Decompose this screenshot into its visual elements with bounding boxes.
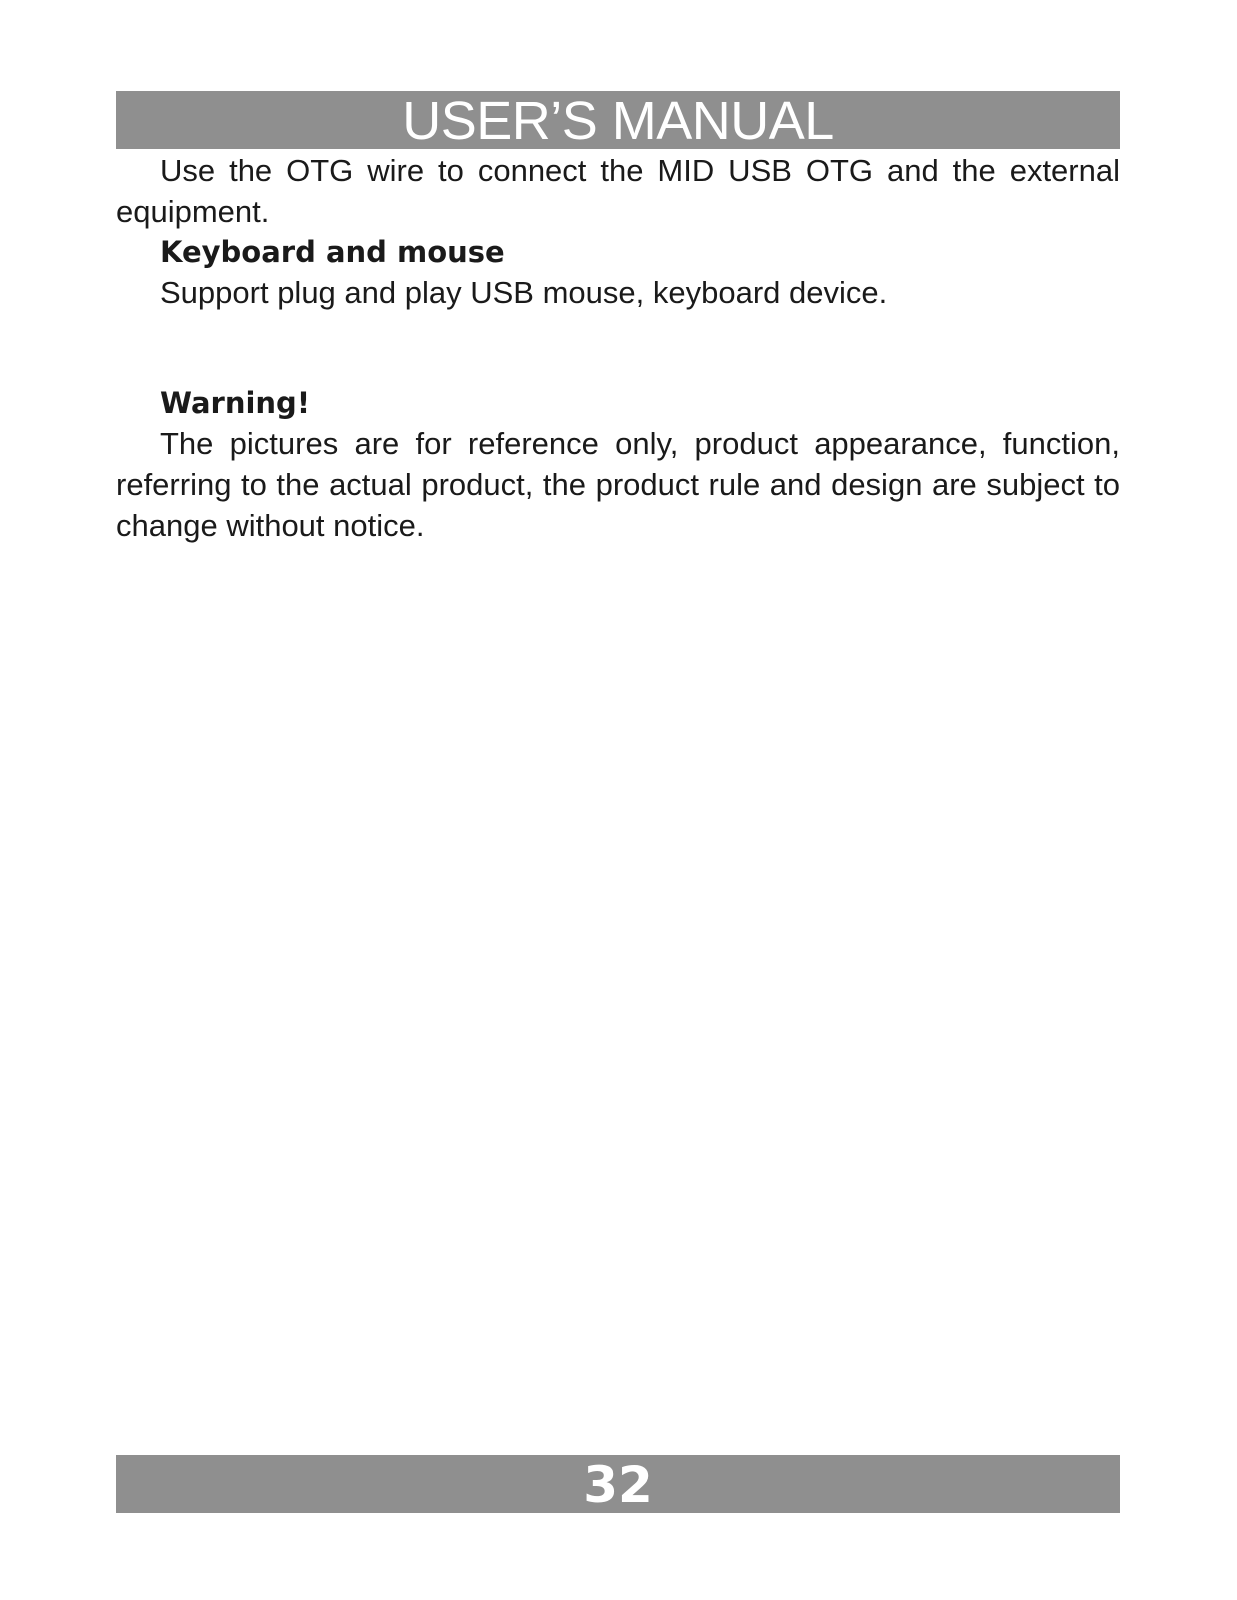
manual-title: USER’S MANUAL xyxy=(402,91,834,151)
keyboard-mouse-heading: Keyboard and mouse xyxy=(160,235,505,269)
page-content xyxy=(116,150,1120,546)
footer-banner xyxy=(116,1455,1120,1513)
keyboard-mouse-text: Support plug and play USB mouse, keyboard device. xyxy=(160,275,888,310)
header-banner xyxy=(116,91,1120,149)
warning-heading: Warning! xyxy=(160,386,311,420)
page-number: 32 xyxy=(583,1456,653,1514)
section-spacer xyxy=(116,313,1120,383)
intro-paragraph: Use the OTG wire to connect the MID USB OTG and the external equipment. xyxy=(116,153,1120,229)
warning-text: The pictures are for reference only, product appearance, function, referring to the actual product, the product rule and design are subject to change without notice. xyxy=(116,426,1120,543)
